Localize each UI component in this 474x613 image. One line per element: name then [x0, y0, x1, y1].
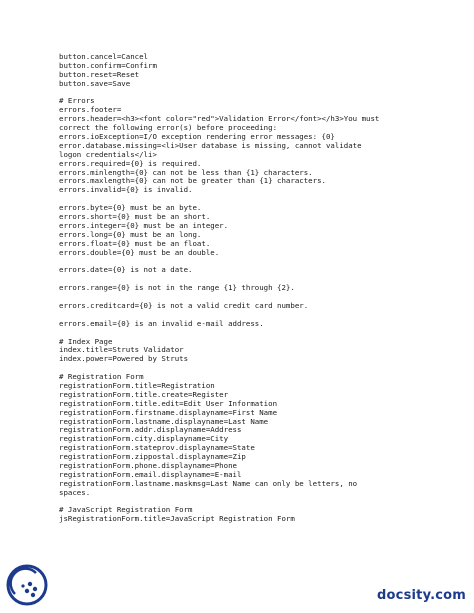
code-line: button.reset=Reset [59, 69, 140, 79]
code-line: registrationForm.email.displayname=E-mail [59, 469, 242, 479]
blank-line [59, 329, 459, 338]
code-line: registrationForm.city.displayname=City [59, 434, 229, 444]
code-line: errors.header=<h3><font color="red">Validation Error</font></h3>You must [59, 114, 380, 124]
code-line: registrationForm.title.edit=Edit User Information [59, 398, 278, 408]
code-line: errors.required={0} is required. [59, 158, 202, 168]
code-line: errors.creditcard={0} is not a valid credit card number. [59, 300, 309, 310]
code-line: button.save=Save [59, 78, 131, 88]
code-line: # JavaScript Registration Form [59, 505, 193, 515]
code-line: errors.minlength={0} can not be less than {1} characters. [59, 167, 313, 177]
code-line: index.title=Struts Validator [59, 345, 184, 355]
code-line: button.confirm=Confirm [59, 60, 157, 70]
blank-line [59, 89, 459, 98]
code-line: errors.range={0} is not in the range {1} through {2}. [59, 283, 295, 293]
code-line: correct the following error(s) before proceeding: [59, 123, 278, 133]
code-line: registrationForm.title=Registration [59, 380, 215, 390]
code-line: errors.float={0} must be an float. [59, 238, 211, 248]
code-line: errors.integer={0} must be an integer. [59, 220, 229, 230]
code-line: errors.ioException=I/O exception rendering error messages: {0} [59, 132, 335, 142]
code-line: registrationForm.lastname.maskmsg=Last Name can only be letters, no [59, 478, 358, 488]
code-line: registrationForm.lastname.displayname=Last Name [59, 416, 269, 426]
code-line: errors.email={0} is an invalid e-mail address. [59, 318, 264, 328]
code-line: error.database.missing=<li>User database is missing, cannot validate [59, 140, 362, 150]
code-line: errors.short={0} must be an short. [59, 212, 211, 222]
code-line: registrationForm.zippostal.displayname=Zip [59, 452, 246, 462]
code-line: spaces. [59, 487, 91, 497]
docsity-brand-text[interactable]: docsity.com [377, 588, 466, 603]
code-line: errors.long={0} must be an long. [59, 229, 202, 239]
code-line: # Index Page [59, 336, 113, 346]
code-line: errors.date={0} is not a date. [59, 265, 193, 275]
docsity-logo-icon [6, 564, 48, 606]
code-line: jsRegistrationForm.title=JavaScript Registration Form [59, 514, 295, 524]
code-line: registrationForm.addr.displayname=Address [59, 425, 242, 435]
code-line: registrationForm.phone.displayname=Phone [59, 460, 237, 470]
code-line: registrationForm.title.create=Register [59, 389, 229, 399]
code-line: registrationForm.firstname.displayname=First Name [59, 407, 278, 417]
code-line: # Errors [59, 96, 95, 106]
code-line: errors.maxlength={0} can not be greater than {1} characters. [59, 176, 326, 186]
code-line: registrationForm.stateprov.displayname=State [59, 443, 255, 453]
code-line: index.power=Powered by Struts [59, 354, 189, 364]
code-line: errors.invalid={0} is invalid. [59, 185, 193, 195]
code-line: errors.double={0} must be an double. [59, 247, 220, 257]
code-line: errors.byte={0} must be an byte. [59, 203, 202, 213]
code-listing [59, 53, 459, 524]
code-line: # Registration Form [59, 372, 144, 382]
code-line: errors.footer= [59, 105, 122, 115]
code-line: button.cancel=Cancel [59, 52, 148, 61]
code-line: logon credentials</li> [59, 149, 157, 159]
